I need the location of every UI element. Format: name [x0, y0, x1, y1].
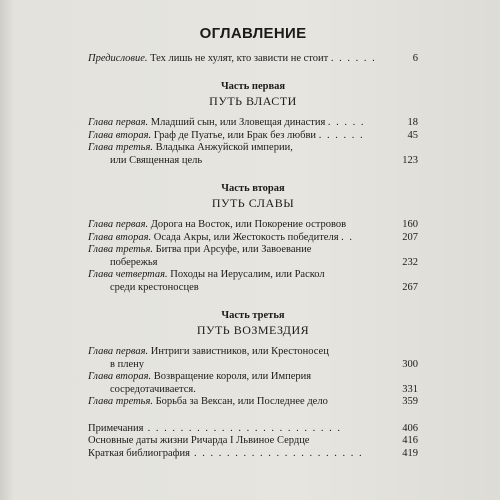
leader-dots: . . . . .: [327, 117, 366, 128]
chapter-label: Глава третья.: [88, 396, 153, 407]
leader-dots: . . . . . .: [330, 52, 377, 64]
chapter-entry: [88, 219, 418, 232]
chapter-label: Глава первая.: [88, 117, 149, 128]
part-heading: [88, 81, 418, 107]
back-matter-title: Краткая библиография: [88, 447, 190, 459]
back-matter-entry: [88, 423, 418, 436]
leader-dots: . . . . . . . . . . . . . . . . . . . . . . . .: [143, 422, 342, 434]
chapter-title: Борьба за Вексан, или Последнее дело: [155, 396, 328, 407]
part-heading: [88, 183, 418, 209]
page-number: 123: [402, 154, 418, 166]
leader-dots: . . . . . . . . . . . . . . . . . . . . .: [189, 447, 364, 459]
back-matter-title: Примечания: [88, 422, 144, 434]
page-number: 267: [402, 281, 418, 293]
chapter-label: Глава первая.: [88, 219, 149, 230]
back-matter-title: Основные даты жизни Ричарда I Львиное Сердце: [88, 435, 310, 446]
part-name: ПУТЬ ВОЗМЕЗДИЯ: [196, 322, 310, 337]
part-label: Часть первая: [220, 81, 286, 92]
chapter-title-continued: сосредотачивается.: [110, 383, 196, 395]
part-heading: [88, 310, 418, 336]
page-number: 419: [402, 447, 418, 459]
page-title: ОГЛАВЛЕНИЕ: [199, 25, 307, 42]
chapter-title: Дорога на Восток, или Покорение островов: [150, 219, 347, 230]
preface-entry: [88, 53, 418, 66]
preface-title: Тех лишь не хулят, кто зависти не стоит: [150, 52, 329, 64]
leader-dots: . .: [341, 231, 354, 243]
table-of-contents: [88, 25, 418, 460]
chapter-entry: [88, 371, 418, 396]
chapter-title-continued: в плену: [110, 358, 144, 370]
chapter-label: Глава четвертая.: [88, 269, 168, 280]
part-name: ПУТЬ ВЛАСТИ: [209, 93, 297, 108]
chapter-label: Глава вторая.: [88, 371, 152, 382]
chapter-title: Младший сын, или Зловещая династия: [150, 117, 326, 128]
page-number: 359: [402, 396, 418, 407]
part-label: Часть вторая: [221, 183, 285, 194]
chapter-entry: [88, 142, 418, 167]
chapter-title: Граф де Пуатье, или Брак без любви: [153, 129, 317, 141]
page-number: 18: [407, 117, 418, 128]
chapter-label: Глава вторая.: [88, 129, 152, 141]
page-number: 406: [402, 422, 418, 434]
chapter-title-continued: или Священная цель: [110, 154, 203, 166]
page-number: 300: [402, 358, 418, 370]
part-name: ПУТЬ СЛАВЫ: [211, 195, 295, 210]
chapter-label: Глава третья.: [88, 142, 153, 153]
chapter-label: Глава вторая.: [88, 231, 152, 243]
chapter-title: Битва при Арсуфе, или Завоевание: [155, 244, 312, 255]
back-matter: [88, 423, 418, 461]
chapter-title: Возвращение короля, или Империя: [153, 371, 312, 382]
chapter-entry: [88, 130, 418, 143]
page-number: 45: [407, 129, 418, 141]
chapter-title: Походы на Иерусалим, или Раскол: [170, 269, 325, 280]
chapter-title: Интриги завистников, или Крестоносец: [150, 346, 329, 357]
page-number: 160: [402, 219, 418, 230]
page-number: 331: [402, 383, 418, 395]
chapter-title-continued: среди крестоносцев: [110, 281, 199, 293]
page-number: 207: [402, 231, 418, 243]
back-matter-entry: [88, 435, 418, 448]
page-number: 232: [402, 256, 418, 268]
chapter-title-continued: побережья: [110, 256, 158, 268]
chapter-label: Глава третья.: [88, 244, 153, 255]
chapter-title: Осада Акры, или Жестокость победителя: [153, 231, 339, 243]
chapter-entry: [88, 232, 418, 245]
page-number: 6: [412, 52, 418, 64]
page-number: 416: [402, 435, 418, 446]
chapter-entry: [88, 244, 418, 269]
chapter-entry: [88, 117, 418, 130]
chapter-label: Глава первая.: [88, 346, 149, 357]
back-matter-entry: [88, 448, 418, 461]
preface-text: [88, 53, 392, 66]
chapter-entry: [88, 269, 418, 294]
chapter-entry: [88, 346, 418, 371]
chapter-entry: [88, 396, 418, 409]
leader-dots: . . . . . .: [318, 129, 365, 141]
chapter-title: Владыка Анжуйской империи,: [155, 142, 293, 153]
part-label: Часть третья: [221, 310, 285, 321]
preface-label: Предисловие.: [88, 52, 148, 64]
